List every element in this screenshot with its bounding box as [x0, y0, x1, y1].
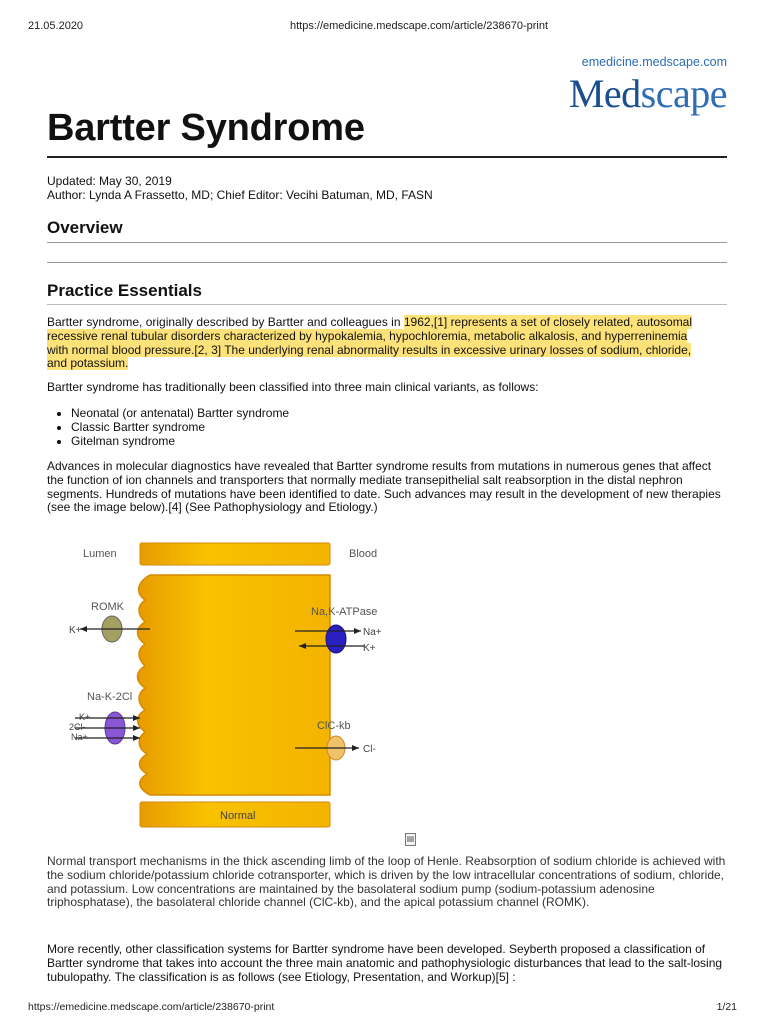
highlight-3: with normal blood pressure.[2, 3] The underlying renal abnormality results in excessive urinary losses of sodium, chloride, — [47, 342, 692, 357]
list-item: • Classic Bartter syndrome — [71, 421, 727, 435]
normal-label: Normal — [220, 810, 256, 822]
molecular-paragraph: Advances in molecular diagnostics have revealed that Bartter syndrome results from mutations in numerous genes that affect the function of ion channels and transporters that normally mediate transepithelial salt reabsorption in the distal nephron segments. Hundreds of mutations have been identified to date. Such advances may result in the development of new therapies (see the image below).[4] (See Pathophysiology and Etiology.) — [47, 459, 721, 515]
highlight-1: 1962,[1] represents a set of closely related, autosomal — [403, 315, 693, 329]
medscape-logo[interactable] — [568, 71, 727, 116]
blood-label: Blood — [349, 548, 378, 560]
cotrans-k: K+ — [79, 712, 91, 722]
overview-divider — [47, 242, 727, 243]
highlight-2: recessive renal tubular disorders characterized by hypokalemia, hypochloremia, metabolic alkalosis, and hyperreninemia — [47, 328, 688, 343]
footer-url[interactable]: https://emedicine.medscape.com/article/238670-print — [28, 1001, 275, 1013]
intro-paragraph — [47, 316, 727, 371]
author-line: Author: Lynda A Frassetto, MD; Chief Editor: Vecihi Batuman, MD, FASN — [47, 188, 433, 202]
page-number: 1/21 — [716, 1001, 737, 1013]
na-k-atpase-pump — [326, 625, 346, 653]
clckb-label: ClC-kb — [317, 720, 351, 732]
intro-text: Bartter syndrome, originally described by Bartter and colleagues in — [47, 315, 404, 329]
figure-caption: Normal transport mechanisms in the thick ascending limb of the loop of Henle. Reabsorption of sodium chloride is achieved with the sodium chloride/potassium chloride cotransporter, which is driven by the low intracellular concentrations of sodium, chloride, and potassium. Low concentrations are maintained by the basolateral sodium pump (sodium-potassium adenosine triphosphatase), the basolateral chloride channel (ClC-kb), and the apical potassium channel (ROMK). — [47, 854, 726, 910]
logo-scape: scape — [640, 71, 727, 116]
section-divider — [47, 262, 727, 263]
variants-intro: Bartter syndrome has traditionally been classified into three main clinical variants, as follows: — [47, 380, 539, 394]
nephron-transport-figure[interactable] — [65, 538, 405, 833]
cotrans-cl: 2Cl- — [69, 722, 86, 732]
site-link[interactable]: emedicine.medscape.com — [581, 55, 727, 69]
romk-k-label: K+ — [69, 625, 82, 636]
variants-list — [47, 407, 727, 448]
print-date: 21.05.2020 — [28, 20, 84, 32]
logo-med: Med — [568, 71, 641, 116]
romk-label: ROMK — [91, 601, 124, 613]
clc-cl: Cl- — [363, 744, 376, 755]
lumen-label: Lumen — [83, 548, 117, 560]
cotrans-na: Na+ — [71, 732, 88, 742]
nak2cl-label: Na-K-2Cl — [87, 691, 133, 703]
print-url[interactable]: https://emedicine.medscape.com/article/238670-print — [290, 20, 549, 32]
nakatpase-label: Na,K-ATPase — [311, 606, 378, 618]
top-membrane — [140, 543, 330, 565]
highlight-4: and potassium. — [47, 356, 129, 371]
pump-na: Na+ — [363, 627, 382, 638]
list-item: • Gitelman syndrome — [71, 435, 727, 449]
updated-date: Updated: May 30, 2019 — [47, 174, 172, 188]
practice-divider — [47, 304, 727, 305]
list-item: • Neonatal (or antenatal) Bartter syndrome — [71, 407, 727, 421]
overview-heading: Overview — [47, 218, 123, 237]
pump-k: K+ — [363, 643, 376, 654]
classification-paragraph: More recently, other classification systems for Bartter syndrome have been developed. Seyberth proposed a classification of Bartter syndrome that takes into account the three main anatomic and pathophysiologic disturbances that lead to the salt-losing tubulopathy. The classification is as follows (see Etiology, Presentation, and Workup)[5] : — [47, 942, 723, 984]
title-divider — [47, 156, 727, 158]
page-title: Bartter Syndrome — [47, 107, 365, 149]
cell-body — [138, 575, 331, 795]
image-link-icon[interactable]: ▤ — [405, 833, 416, 846]
practice-essentials-heading: Practice Essentials — [47, 281, 202, 300]
